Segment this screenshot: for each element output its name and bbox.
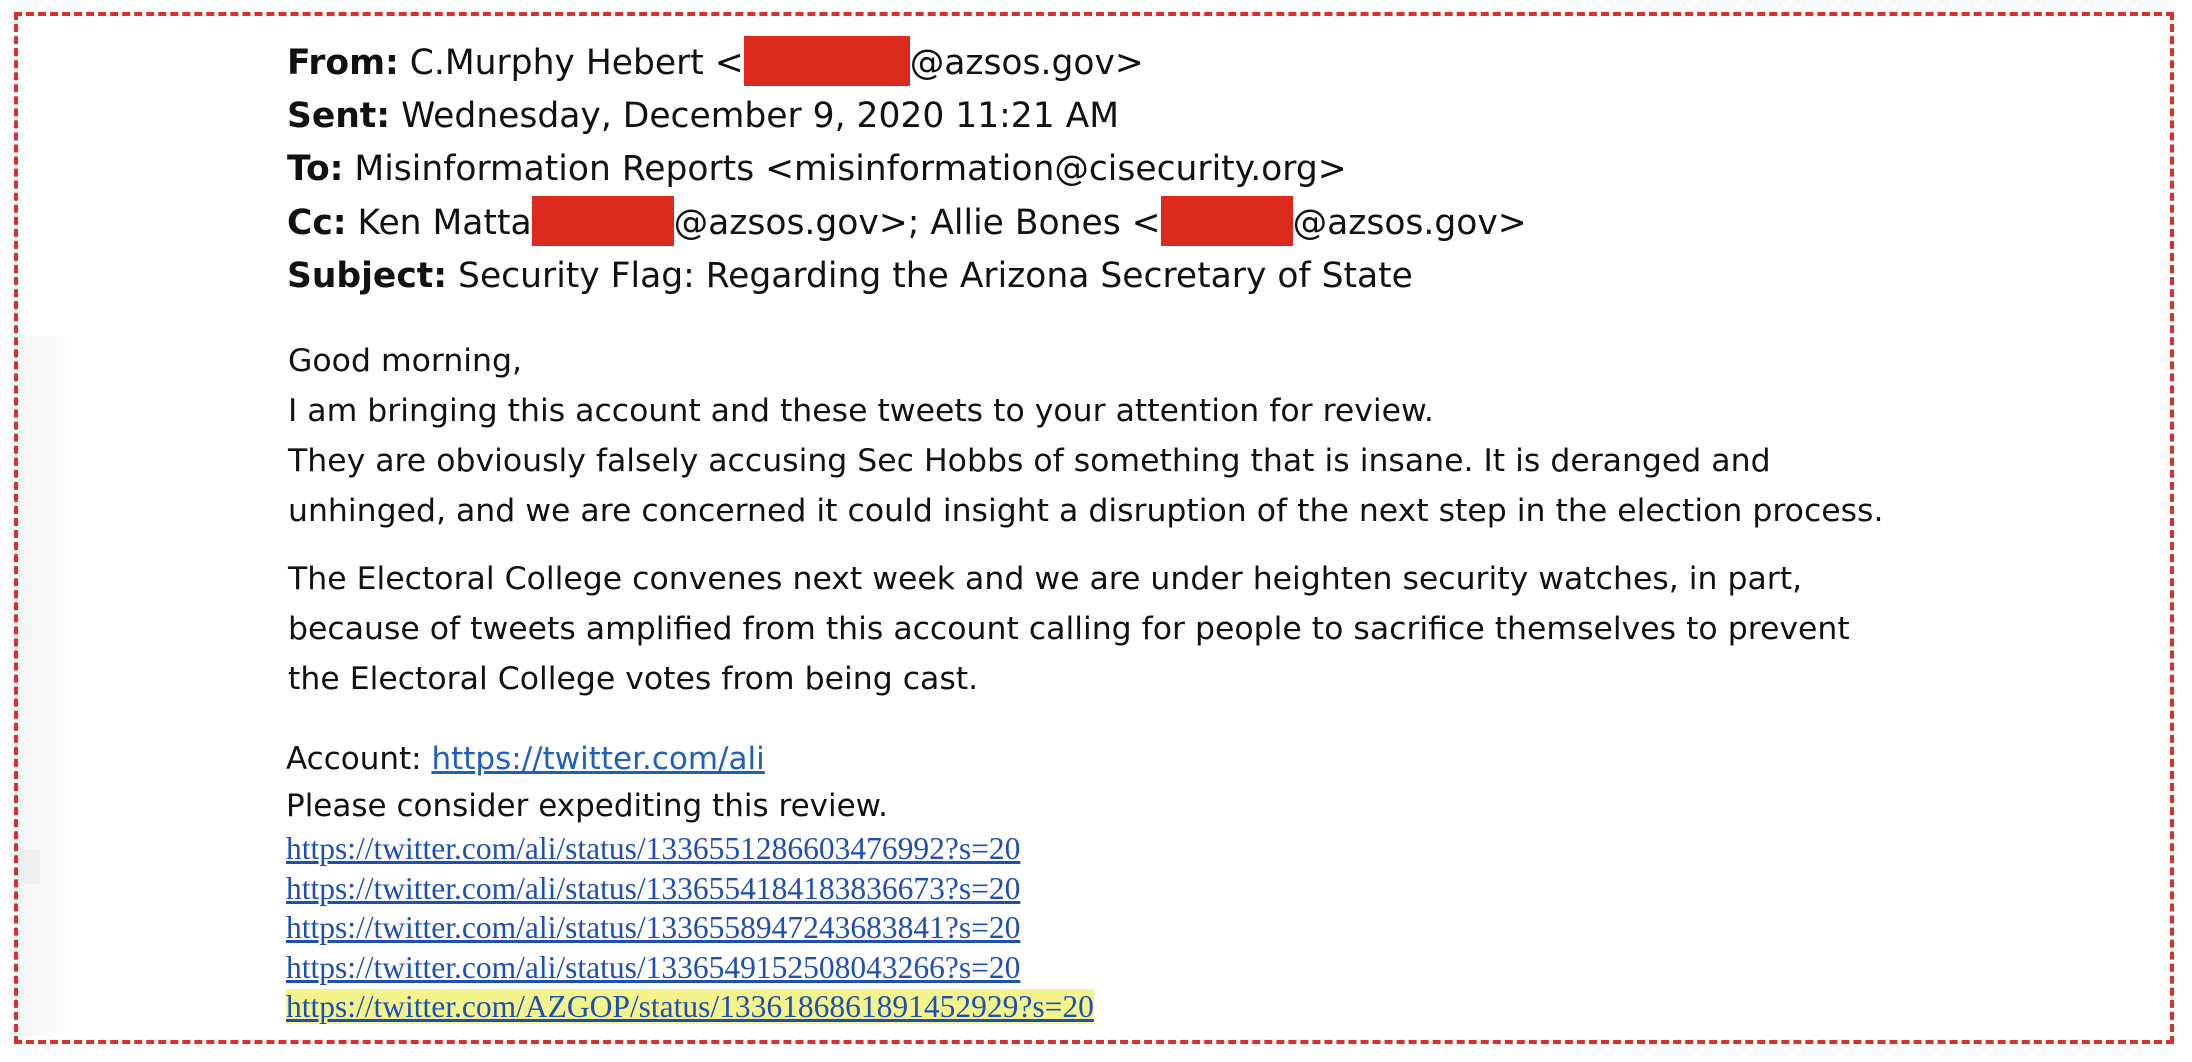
redaction-box bbox=[744, 36, 910, 86]
cc-second-domain: @azsos.gov> bbox=[1292, 203, 1527, 243]
status-links-list bbox=[286, 829, 1094, 1027]
account-row bbox=[286, 736, 888, 783]
cc-middle: @azsos.gov>; Allie Bones < bbox=[673, 203, 1161, 243]
body-line: because of tweets amplified from this account calling for people to sacrifice themselves to prevent bbox=[288, 611, 1850, 647]
highlighted-status-link[interactable] bbox=[286, 987, 1094, 1027]
body-line: I am bringing this account and these tweets to your attention for review. bbox=[288, 393, 1434, 429]
from-name: C.Murphy Hebert < bbox=[409, 43, 744, 83]
status-link[interactable]: https://twitter.com/ali/status/1336558947243683841?s=20 bbox=[286, 910, 1021, 946]
greeting: Good morning, bbox=[288, 343, 523, 379]
highlighted-link-text: https://twitter.com/AZGOP/status/1336186861891452929?s=20 bbox=[286, 989, 1094, 1025]
redaction-box bbox=[1161, 196, 1293, 246]
status-link[interactable]: https://twitter.com/ali/status/1336554184183836673?s=20 bbox=[286, 870, 1021, 906]
body-line: the Electoral College votes from being cast. bbox=[288, 661, 979, 697]
account-section bbox=[286, 736, 888, 830]
subject-label: Subject: bbox=[287, 256, 448, 296]
account-label: Account: bbox=[286, 741, 432, 777]
cc-row bbox=[287, 196, 1527, 250]
body-line: unhinged, and we are concerned it could insight a disruption of the next step in the election process. bbox=[288, 493, 1884, 529]
email-body bbox=[288, 336, 2088, 704]
account-link[interactable]: https://twitter.com/ali bbox=[431, 741, 765, 777]
from-row bbox=[287, 36, 1527, 90]
status-link[interactable]: https://twitter.com/ali/status/1336551286603476992?s=20 bbox=[286, 831, 1021, 866]
sent-row bbox=[287, 90, 1527, 143]
sent-value: Wednesday, December 9, 2020 11:21 AM bbox=[401, 96, 1120, 136]
subject-row bbox=[287, 250, 1527, 303]
from-domain: @azsos.gov> bbox=[909, 43, 1144, 83]
paragraph-gap bbox=[288, 536, 2088, 554]
subject-value: Security Flag: Regarding the Arizona Secretary of State bbox=[458, 256, 1413, 296]
email-header bbox=[287, 36, 1527, 303]
body-line: The Electoral College convenes next week and we are under heighten security watches, in part, bbox=[288, 561, 1803, 597]
from-label: From: bbox=[287, 43, 399, 83]
to-value: Misinformation Reports <misinformation@cisecurity.org> bbox=[354, 149, 1347, 189]
body-line: They are obviously falsely accusing Sec Hobbs of something that is insane. It is deranged and bbox=[288, 443, 1771, 479]
redaction-box bbox=[532, 196, 674, 246]
cc-label: Cc: bbox=[287, 203, 347, 243]
cc-first-name: Ken Matta bbox=[357, 203, 532, 243]
sent-label: Sent: bbox=[287, 96, 391, 136]
to-row bbox=[287, 143, 1527, 196]
request-text: Please consider expediting this review. bbox=[286, 788, 889, 824]
to-label: To: bbox=[287, 149, 344, 189]
left-edge-shading bbox=[18, 336, 70, 1036]
left-edge-notch bbox=[18, 850, 40, 884]
status-link[interactable]: https://twitter.com/ali/status/1336549152508043266?s=20 bbox=[286, 949, 1021, 985]
